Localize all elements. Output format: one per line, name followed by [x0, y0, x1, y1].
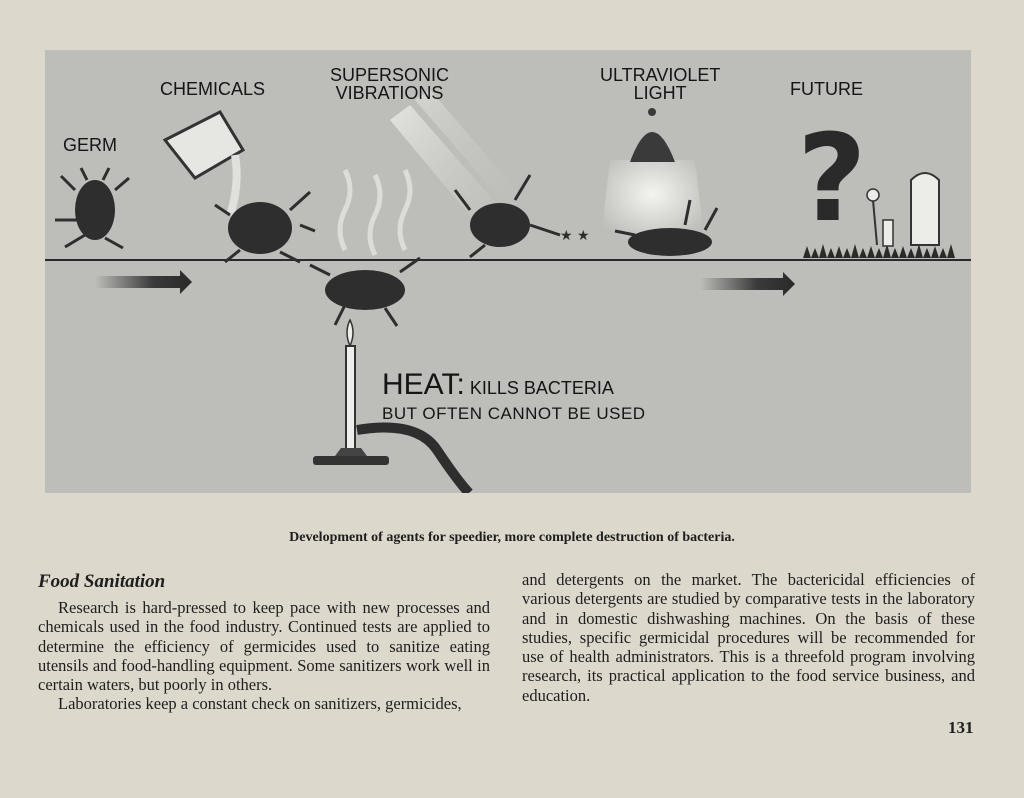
illustration-artwork — [45, 50, 971, 493]
svg-text:?: ? — [797, 110, 867, 249]
tombstone-icon — [911, 173, 939, 245]
article-left-column — [38, 570, 490, 714]
heat-steam-icon — [340, 170, 410, 255]
label-supersonic-vibrations — [330, 66, 449, 102]
heat-word: HEAT: — [382, 368, 465, 401]
heat-line1 — [382, 370, 646, 400]
germ-heat-icon — [310, 258, 420, 326]
label-uv-line2: LIGHT — [633, 83, 687, 103]
heat-line2: BUT OFTEN CANNOT BE USED — [382, 404, 646, 423]
label-ultraviolet-light — [600, 66, 720, 102]
label-chemicals: CHEMICALS — [160, 79, 266, 99]
article-paragraph-2-continued: and detergents on the market. The bactericidal efficiencies of various detergents are studied by comparative tests in the laboratory and in domestic dishwashing machines. On the basis of these studies, specific germicidal procedures will be recommended for use of health administrators. This is a threefold program involving research, its practical application to the food service business, and education. — [522, 570, 975, 705]
label-germ: GERM — [63, 135, 117, 155]
article-paragraph-1: Research is hard-pressed to keep pace with new processes and chemicals used in the food industry. Continued tests are applied to determine the efficiency of germicides used to sanitize eating utensils and food-handling equipment. Some sanitizers work well in certain waters, but poorly in others. — [38, 598, 490, 695]
beaker-icon — [165, 112, 243, 215]
heat-kills-bacteria: KILLS BACTERIA — [469, 378, 614, 398]
article-paragraph-2-start: Laboratories keep a constant check on sanitizers, germicides, — [58, 694, 462, 714]
label-supersonic-line2: VIBRATIONS — [335, 83, 444, 103]
label-future: FUTURE — [790, 79, 863, 99]
article-heading: Food Sanitation — [38, 571, 166, 592]
flower-icon — [867, 189, 893, 246]
label-uv-line1: ULTRAVIOLET — [600, 65, 721, 85]
article-right-column — [522, 570, 975, 705]
question-mark-icon — [797, 110, 867, 249]
figure-caption: Development of agents for speedier, more complete destruction of bacteria. — [289, 530, 735, 545]
label-supersonic-line1: SUPERSONIC — [330, 65, 450, 85]
progress-arrow-left-icon — [95, 270, 192, 294]
uv-lamp-icon — [600, 108, 705, 245]
bacteria-destruction-illustration — [45, 50, 971, 493]
page-number: 131 — [948, 718, 974, 737]
progress-arrow-right-icon — [700, 272, 795, 296]
heat-label — [382, 370, 646, 424]
germ-standing-icon — [55, 168, 129, 248]
svg-text:★ ★: ★ ★ — [560, 228, 590, 244]
